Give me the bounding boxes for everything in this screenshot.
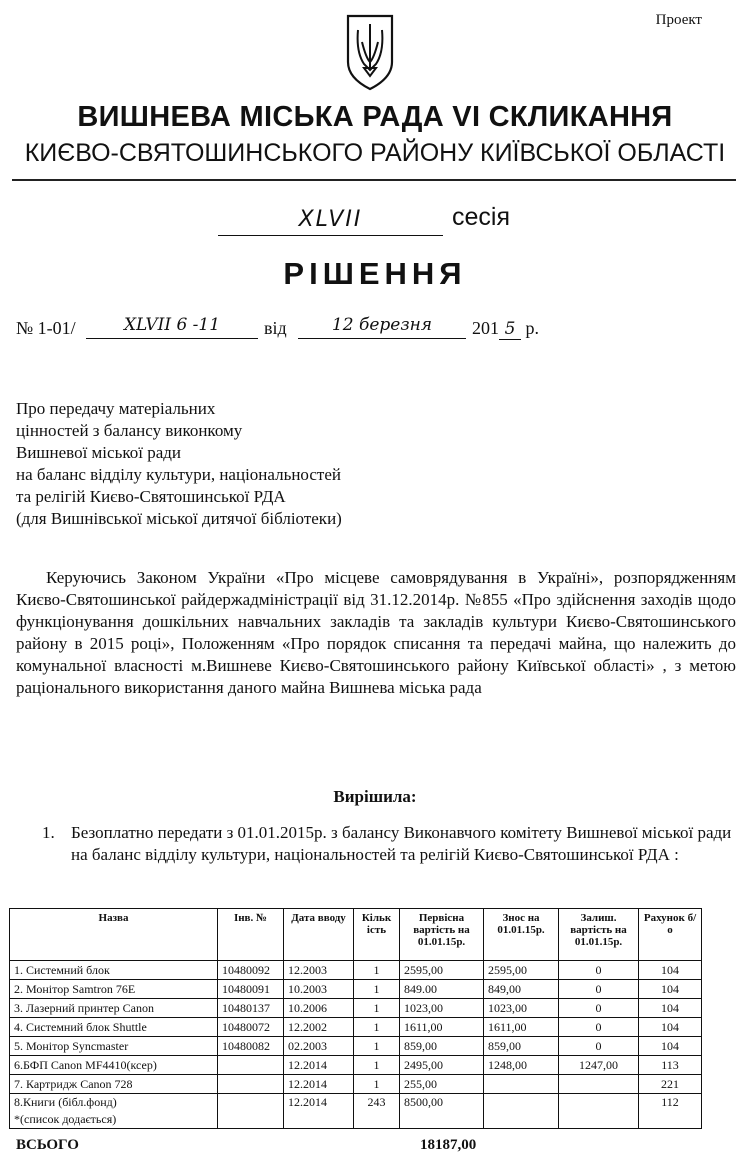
cell-quantity: 1 [354,980,400,999]
cell-account: 104 [639,961,702,980]
cell-date: 10.2003 [284,980,354,999]
decision-subject [16,398,342,530]
document-title: РІШЕННЯ [283,256,467,291]
cell-residual-value: 0 [559,961,639,980]
column-header-name: Назва [10,909,218,961]
cell-date: 12.2014 [284,1056,354,1075]
table-row [10,1018,702,1037]
decision-number-field [86,312,258,339]
cell-quantity: 1 [354,1075,400,1094]
cell-inventory-number: 10480137 [218,999,284,1018]
cell-initial-value: 2595,00 [400,961,484,980]
cell-inventory-number: 10480092 [218,961,284,980]
cell-initial-value: 2495,00 [400,1056,484,1075]
asset-transfer-table [9,908,702,1129]
decision-date-prefix: від [264,318,287,338]
cell-initial-value: 255,00 [400,1075,484,1094]
cell-date: 12.2002 [284,1018,354,1037]
cell-account: 104 [639,980,702,999]
council-name: ВИШНЕВА МІСЬКА РАДА VI СКЛИКАННЯ [77,101,673,133]
cell-date: 12.2003 [284,961,354,980]
cell-account: 104 [639,1018,702,1037]
cell-date: 12.2014 [284,1094,354,1129]
cell-quantity: 1 [354,999,400,1018]
cell-wear: 849,00 [484,980,559,999]
cell-wear [484,1075,559,1094]
cell-quantity: 1 [354,1018,400,1037]
subject-line: цінностей з балансу виконкому [16,421,243,440]
cell-account: 221 [639,1075,702,1094]
cell-name: 6.БФП Canon MF4410(ксер) [10,1056,218,1075]
trident-emblem-icon [344,12,396,92]
subject-line: на баланс відділу культури, національностей [16,465,341,484]
cell-residual-value: 1247,00 [559,1056,639,1075]
district-name: КИЄВО-СВЯТОШИНСЬКОГО РАЙОНУ КИЇВСЬКОЇ ОБЛАСТІ [24,139,726,167]
decision-year-suffix: р. [525,318,539,338]
cell-initial-value: 849.00 [400,980,484,999]
table-row [10,1056,702,1075]
cell-inventory-number: 10480072 [218,1018,284,1037]
table-row [10,1037,702,1056]
decision-year-digit: 5 [499,319,521,340]
cell-wear: 2595,00 [484,961,559,980]
cell-initial-value: 1023,00 [400,999,484,1018]
header-divider [12,179,736,181]
decision-date: 12 березня [298,312,466,339]
cell-name: 3. Лазерний принтер Canon [10,999,218,1018]
column-header-inventory-number: Інв. № [218,909,284,961]
decision-item-1 [42,822,732,866]
cell-inventory-number: 10480091 [218,980,284,999]
cell-account: 104 [639,1037,702,1056]
cell-residual-value: 0 [559,999,639,1018]
session-number-field [218,205,443,236]
cell-date: 02.2003 [284,1037,354,1056]
total-label: ВСЬОГО [16,1137,79,1153]
cell-wear: 859,00 [484,1037,559,1056]
decision-number: XLVII 6 -11 [86,312,258,339]
cell-residual-value [559,1094,639,1129]
cell-name: 1. Системний блок [10,961,218,980]
cell-wear: 1023,00 [484,999,559,1018]
cell-initial-value: 1611,00 [400,1018,484,1037]
table-row [10,980,702,999]
table-row [10,1094,702,1129]
subject-line: Вишневої міської ради [16,443,181,462]
column-header-residual-value: Залиш. вартість на 01.01.15р. [559,909,639,961]
item-text: Безоплатно передати з 01.01.2015р. з балансу Виконавчого комітету Вишневої міської ради на баланс відділу культури, національностей та релігій Києво-Святошинської РДА : [71,823,732,864]
cell-wear [484,1094,559,1129]
cell-initial-value: 859,00 [400,1037,484,1056]
cell-inventory-number: 10480082 [218,1037,284,1056]
decision-date-field [298,312,466,339]
total-sum: 18187,00 [420,1137,477,1153]
cell-quantity: 1 [354,1056,400,1075]
cell-residual-value: 0 [559,980,639,999]
cell-name: 2. Монітор Samtron 76E [10,980,218,999]
subject-line: (для Вишнівської міської дитячої бібліотеки) [16,509,342,528]
cell-date: 12.2014 [284,1075,354,1094]
session-label: сесія [452,203,510,231]
cell-residual-value: 0 [559,1018,639,1037]
decided-heading: Вирішила: [333,787,417,806]
cell-quantity: 1 [354,961,400,980]
cell-inventory-number [218,1094,284,1129]
draft-label: Проект [655,12,702,28]
preamble-paragraph [16,567,736,699]
cell-name: 7. Картридж Canon 728 [10,1075,218,1094]
cell-residual-value: 0 [559,1037,639,1056]
cell-date: 10.2006 [284,999,354,1018]
subject-line: та релігій Києво-Святошинської РДА [16,487,286,506]
column-header-quantity: Кільк ість [354,909,400,961]
subject-line: Про передачу матеріальних [16,399,216,418]
column-header-account: Рахунок б/о [639,909,702,961]
table-row [10,1075,702,1094]
cell-name [10,1094,218,1129]
cell-residual-value [559,1075,639,1094]
cell-quantity: 243 [354,1094,400,1129]
decision-number-prefix: № 1-01/ [16,318,76,338]
table-row [10,961,702,980]
decision-year [472,318,539,340]
item-number: 1. [42,823,55,842]
cell-account: 113 [639,1056,702,1075]
cell-inventory-number [218,1075,284,1094]
session-number: XLVII [298,207,363,232]
table-row [10,999,702,1018]
cell-account: 112 [639,1094,702,1129]
cell-name: 4. Системний блок Shuttle [10,1018,218,1037]
column-header-wear: Знос на 01.01.15р. [484,909,559,961]
cell-initial-value: 8500,00 [400,1094,484,1129]
column-header-initial-value: Первісна вартість на 01.01.15р. [400,909,484,961]
cell-quantity: 1 [354,1037,400,1056]
cell-inventory-number [218,1056,284,1075]
books-list-note: *(список додається) [14,1112,117,1126]
books-name-line: 8.Книги (бібл.фонд) [14,1095,117,1109]
decision-year-printed: 201 [472,318,499,338]
cell-name: 5. Монітор Syncmaster [10,1037,218,1056]
preamble-text: Керуючись Законом України «Про місцеве самоврядування в Україні», розпорядженням Києво-Святошинської райдержадміністрації від 31.12.2014р. №855 «Про здійснення заходів щодо функціонування дошкільних навчальних закладів та закладів культури Києво-Святошинського району в 2015 році», Положенням «Про порядок списання та передачі майна, що належить до комунальної власності м.Вишневе Києво-Святошинського району Київської області» , з метою раціонального використання даного майна Вишнева міська рада [16,568,736,697]
cell-account: 104 [639,999,702,1018]
cell-wear: 1248,00 [484,1056,559,1075]
column-header-commissioning-date: Дата вводу [284,909,354,961]
cell-wear: 1611,00 [484,1018,559,1037]
